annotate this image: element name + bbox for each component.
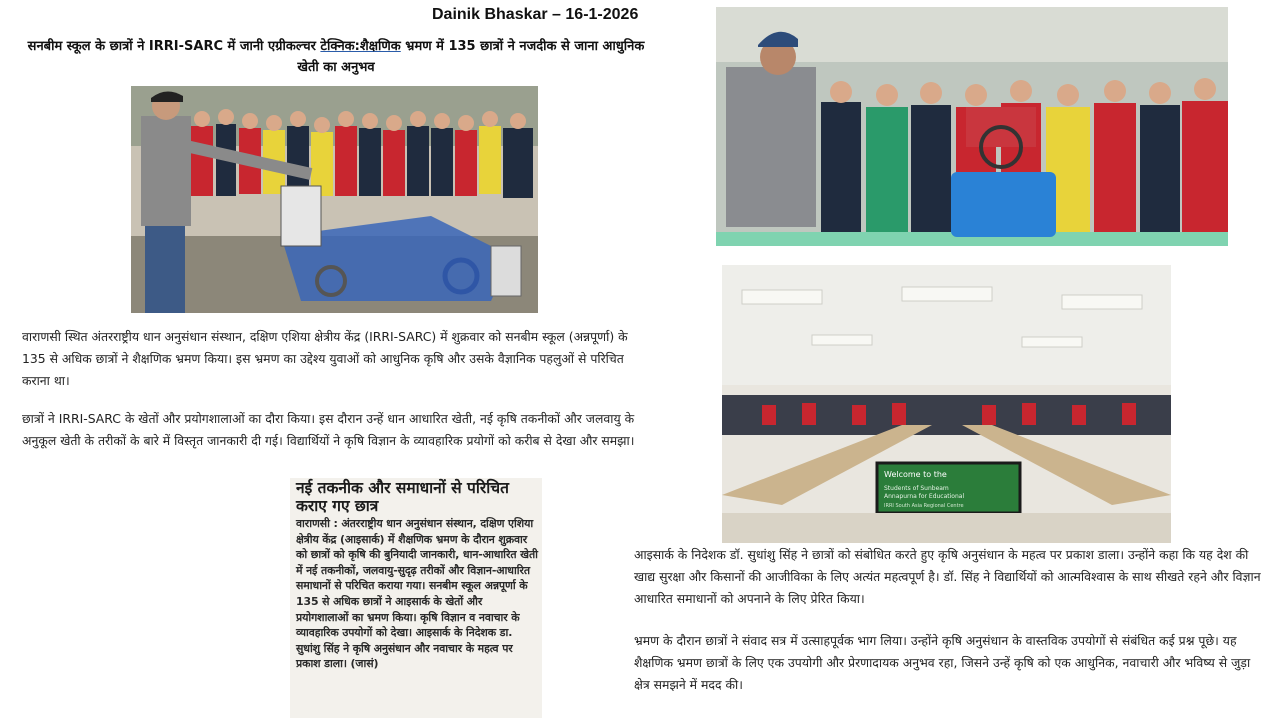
- headline-part-2: भ्रमण में 135 छात्रों ने नजदीक से जाना आधुनिक खेती का अनुभव: [297, 39, 645, 75]
- headline-part-1: सनबीम स्कूल के छात्रों ने IRRI-SARC में जानी एग्रीकल्चर: [27, 39, 321, 54]
- article-paragraph-4: भ्रमण के दौरान छात्रों ने संवाद सत्र में उत्साहपूर्वक भाग लिया। उन्होंने कृषि अनुसंधान के वास्तविक उपयोगों से संबंधित कई प्रश्न पूछे। यह शैक्षणिक भ्रमण छात्रों के लिए एक उपयोगी और प्रेरणादायक अनुभव रहा, जिसने उन्हें कृषि को एक आधुनिक, नवाचारी और भविष्य से जुड़ा क्षेत्र समझने में मदद की।: [634, 633, 1251, 692]
- clipping-headline: नई तकनीक और समाधानों से परिचित कराए गए छात्र: [296, 478, 509, 515]
- article-paragraph-3: आइसार्क के निदेशक डॉ. सुधांशु सिंह ने छात्रों को संबोधित करते हुए कृषि अनुसंधान के महत्व पर प्रकाश डाला। उन्होंने कहा कि यह देश की खाद्य सुरक्षा और किसानों की आजीविका के लिए अत्यंत महत्वपूर्ण है। डॉ. सिंह ने विद्यार्थियों को आत्मविश्वास के साथ सीखते रहने और विज्ञान आधारित समाधानों को अपनाने के लिए प्रेरित किया।: [634, 547, 1261, 606]
- article-paragraph-1: वाराणसी स्थित अंतरराष्ट्रीय धान अनुसंधान संस्थान, दक्षिण एशिया क्षेत्रीय केंद्र (IRRI-SARC) में शुक्रवार को सनबीम स्कूल (अन्नपूर्णा) के 135 से अधिक छात्रों ने शैक्षणिक भ्रमण किया। इस भ्रमण का उद्देश्य युवाओं को आधुनिक कृषि और उसके वैज्ञानिक पहलुओं से परिचित कराना था।: [22, 329, 628, 388]
- screen-text-3: Annapurna for Educational: [884, 493, 965, 500]
- headline-underlined-word: टेक्निक:शैक्षणिक: [320, 39, 401, 54]
- article-paragraph-2: छात्रों ने IRRI-SARC के खेतों और प्रयोगशालाओं का दौरा किया। इस दौरान उन्हें धान आधारित खेती, नई कृषि तकनीकों और जलवायु के अनुकूल खेती के तरीकों के बारे में विस्तृत जानकारी दी गई। विद्यार्थियों ने कृषि विज्ञान के व्यावहारिक प्रयोगों को करीब से देखा और समझा।: [22, 411, 635, 448]
- photo-students-with-machine: [716, 7, 1228, 246]
- screen-text-4: IRRI South Asia Regional Centre: [884, 503, 964, 509]
- masthead: Dainik Bhaskar – 16-1-2026: [432, 6, 639, 23]
- photo-auditorium-session: [722, 265, 1171, 543]
- screen-text-2: Students of Sunbeam: [884, 485, 949, 492]
- clipping-body: वाराणसी : अंतरराष्ट्रीय धान अनुसंधान संस्थान, दक्षिण एशिया क्षेत्रीय केंद्र (आइसार्क) में शैक्षणिक भ्रमण के दौरान शुक्रवार को छात्रों को कृषि की बुनियादी जानकारी, धान-आधारित खेती में नई तकनीकों, जलवायु-सुदृढ़ तरीकों और विज्ञान-आधारित समाधानों से परिचित कराया गया। सनबीम स्कूल अन्नपूर्णा के 135 से अधिक छात्रों ने आइसार्क के खेतों और प्रयोगशालाओं का भ्रमण किया। कृषि विज्ञान व नवाचार के व्यावहारिक उपयोगों को देखा। आइसार्क के निदेशक डा. सुधांशु सिंह ने कृषि अनुसंधान और नवाचार के महत्व पर प्रकाश डाला। (जासं): [296, 517, 538, 671]
- newspaper-clipping: [290, 478, 542, 718]
- photo-machinery-demo: [131, 86, 538, 313]
- screen-text-1: Welcome to the: [884, 470, 947, 479]
- article-headline: [22, 36, 650, 78]
